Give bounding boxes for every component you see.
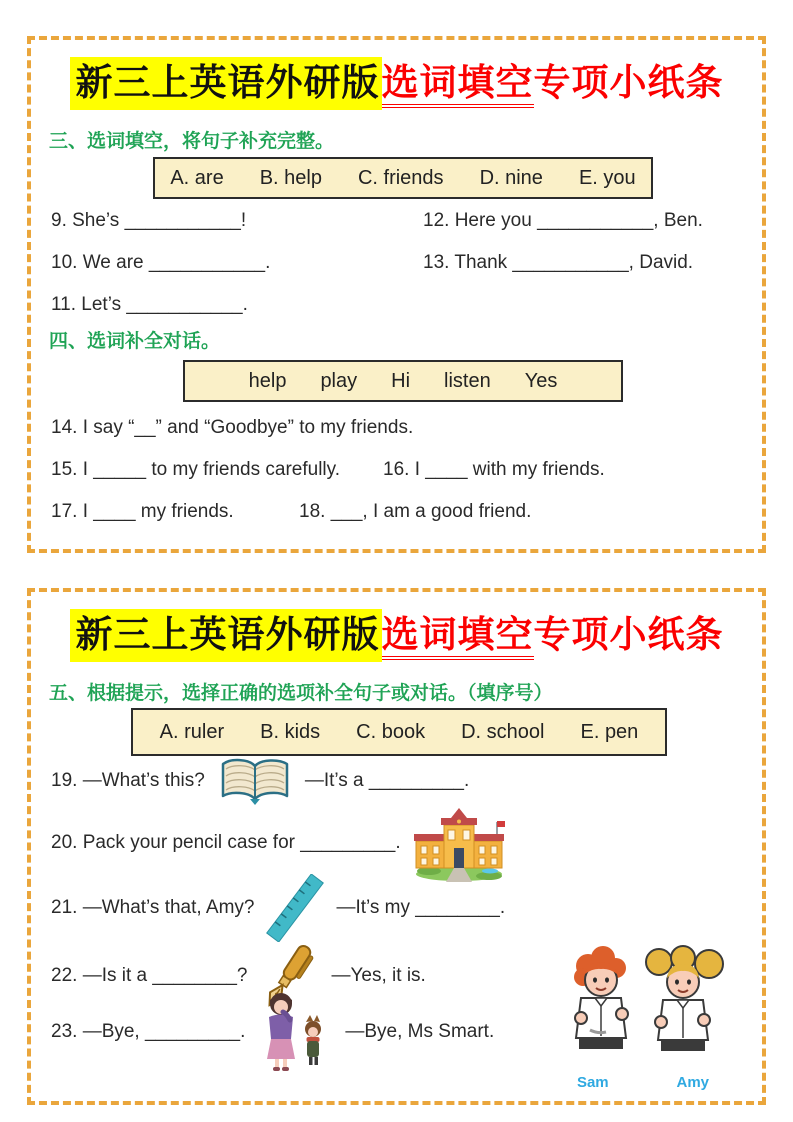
page-title bbox=[31, 604, 762, 658]
question-19-right: —It’s a _________. bbox=[304, 770, 470, 791]
bank-item: C. book bbox=[356, 720, 426, 743]
bank-item: Yes bbox=[524, 369, 558, 392]
worksheet-page-1 bbox=[27, 36, 766, 553]
sam-and-amy-drawing bbox=[543, 944, 743, 1072]
title-red-part: 专项小纸条 bbox=[533, 62, 724, 103]
bank-item: Hi bbox=[391, 369, 411, 392]
section-4-heading: 四、选词补全对话。 bbox=[49, 331, 221, 352]
title-highlighted-part: 新三上英语外研版 bbox=[70, 57, 382, 110]
bank-item: C. friends bbox=[357, 166, 444, 189]
question-22-left: 22. —Is it a ________? bbox=[51, 965, 248, 986]
bank-item: listen bbox=[444, 369, 491, 392]
bank-item: help bbox=[248, 369, 287, 392]
question-11: 11. Let’s ___________. bbox=[51, 294, 248, 315]
question-10: 10. We are ___________. bbox=[51, 252, 271, 273]
word-bank-section-4 bbox=[183, 360, 623, 402]
teacher-and-child-icon bbox=[257, 990, 333, 1074]
bank-item: play bbox=[320, 369, 358, 392]
question-21-right: —It’s my ________. bbox=[336, 897, 506, 918]
ruler-icon bbox=[266, 874, 324, 942]
title-highlighted-part: 新三上英语外研版 bbox=[70, 609, 382, 662]
question-19-left: 19. —What’s this? bbox=[51, 770, 205, 791]
character-name-sam: Sam bbox=[576, 1074, 609, 1091]
word-bank-section-5 bbox=[131, 708, 667, 756]
page-title bbox=[31, 52, 762, 106]
question-20-text: 20. Pack your pencil case for _________. bbox=[51, 832, 401, 853]
question-19-row bbox=[51, 756, 469, 806]
open-book-icon bbox=[217, 756, 293, 806]
question-12: 12. Here you ___________, Ben. bbox=[423, 210, 703, 231]
question-23-right: —Bye, Ms Smart. bbox=[345, 1021, 495, 1042]
question-15: 15. I _____ to my friends carefully. bbox=[51, 459, 341, 480]
question-21-row bbox=[51, 874, 505, 942]
question-21-left: 21. —What’s that, Amy? bbox=[51, 897, 255, 918]
title-red-underlined-part: 选词填空 bbox=[382, 62, 534, 108]
question-18: 18. ___, I am a good friend. bbox=[299, 501, 532, 522]
title-red-underlined-part: 选词填空 bbox=[382, 614, 534, 660]
bank-item: B. help bbox=[259, 166, 322, 189]
bank-item: A. are bbox=[170, 166, 224, 189]
question-16: 16. I ____ with my friends. bbox=[383, 459, 605, 480]
worksheet-page-2 bbox=[27, 588, 766, 1105]
bank-item: E. pen bbox=[580, 720, 639, 743]
character-name-amy: Amy bbox=[676, 1074, 710, 1091]
question-13: 13. Thank ___________, David. bbox=[423, 252, 694, 273]
bank-item: A. ruler bbox=[159, 720, 225, 743]
section-5-heading: 五、根据提示，选择正确的选项补全句子或对话。（填序号） bbox=[49, 683, 553, 704]
question-14: 14. I say “__” and “Goodbye” to my friends. bbox=[51, 417, 414, 438]
question-23-row bbox=[51, 990, 494, 1074]
question-17: 17. I ____ my friends. bbox=[51, 501, 234, 522]
sam-and-amy-illustration bbox=[543, 944, 743, 1091]
bank-item: E. you bbox=[578, 166, 636, 189]
bank-item: D. nine bbox=[479, 166, 543, 189]
title-red-part: 专项小纸条 bbox=[533, 614, 724, 655]
school-building-icon bbox=[413, 804, 505, 882]
section-3-heading: 三、选词填空，将句子补充完整。 bbox=[49, 131, 335, 152]
question-23-left: 23. —Bye, _________. bbox=[51, 1021, 246, 1042]
question-9: 9. She’s ___________! bbox=[51, 210, 247, 231]
question-22-right: —Yes, it is. bbox=[331, 965, 426, 986]
word-bank-section-3 bbox=[153, 157, 653, 199]
question-20-row bbox=[51, 804, 505, 882]
bank-item: B. kids bbox=[260, 720, 321, 743]
bank-item: D. school bbox=[461, 720, 545, 743]
